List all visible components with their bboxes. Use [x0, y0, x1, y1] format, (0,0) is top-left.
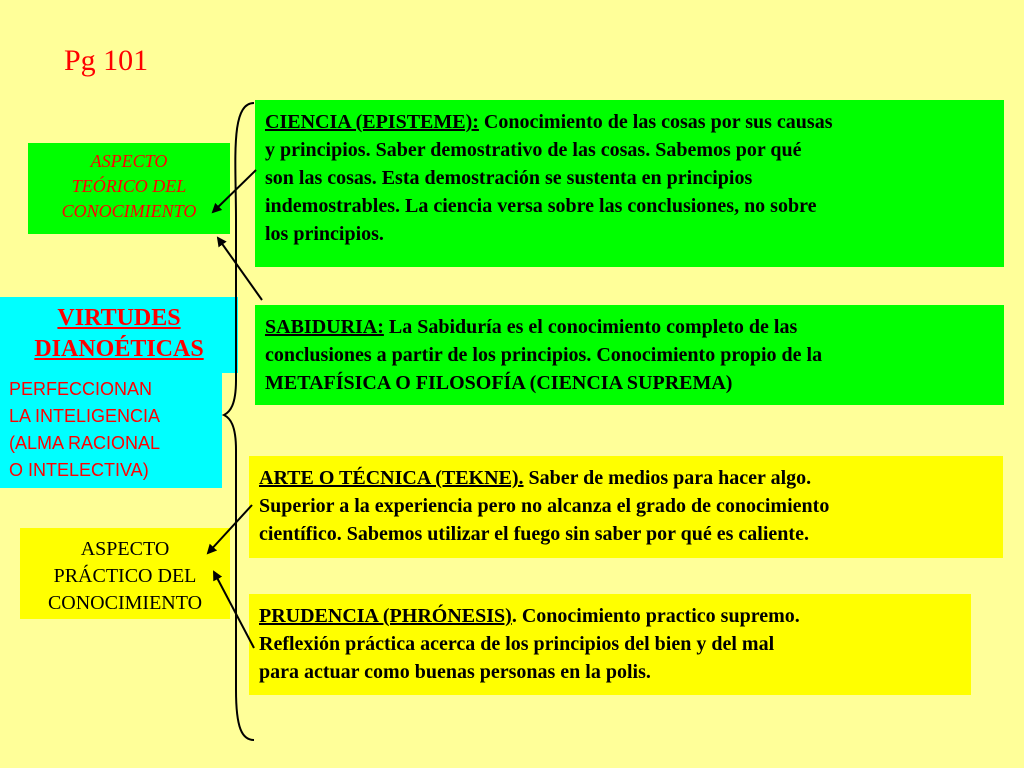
prudencia-text-1: . Conocimiento practico supremo.	[511, 605, 800, 627]
prudencia-line-2: Reflexión práctica acerca de los principios del bien y del mal	[259, 633, 775, 655]
virtues-title-line-2: DIANOÉTICAS	[34, 336, 204, 362]
sabiduria-text-1: La Sabiduría es el conocimiento completo de las	[383, 316, 798, 338]
sabiduria-line-2: conclusiones a partir de los principios. Conocimiento propio de la	[265, 344, 823, 366]
arte-text-1: Saber de medios para hacer algo.	[523, 467, 812, 489]
virtues-description-line-3: (ALMA RACIONAL	[9, 433, 161, 453]
prudencia-term: PRUDENCIA (PHRÓNESIS)	[259, 605, 512, 627]
ciencia-line-3: son las cosas. Esta demostración se sustenta en principios	[265, 167, 753, 189]
practical-aspect-line-3: CONOCIMIENTO	[47, 592, 203, 614]
practical-aspect-line-1: ASPECTO	[80, 538, 170, 560]
sabiduria-line-3: METAFÍSICA O FILOSOFÍA (CIENCIA SUPREMA)	[265, 372, 733, 394]
theoretical-aspect-line-1: ASPECTO	[90, 151, 168, 171]
ciencia-line-2: y principios. Saber demostrativo de las cosas. Sabemos por qué	[265, 139, 802, 161]
virtues-description-line-2: LA INTELIGENCIA	[9, 406, 161, 426]
arte-line-3: científico. Sabemos utilizar el fuego sin saber por qué es caliente.	[259, 523, 809, 545]
sabiduria-term: SABIDURIA:	[265, 316, 384, 338]
virtues-title-line-1: VIRTUDES	[57, 305, 181, 331]
prudencia-line-3: para actuar como buenas personas en la polis.	[259, 661, 651, 683]
ciencia-line-5: los principios.	[265, 223, 384, 245]
arte-term: ARTE O TÉCNICA (TEKNE).	[259, 467, 524, 489]
arrow-sabiduria-to-theory	[218, 238, 262, 300]
curly-brace-icon	[224, 103, 254, 740]
practical-aspect-line-2: PRÁCTICO DEL	[53, 565, 197, 587]
theoretical-aspect-line-2: TEÓRICO DEL	[71, 176, 187, 196]
ciencia-term: CIENCIA (EPISTEME):	[265, 111, 479, 133]
ciencia-text-1: Conocimiento de las cosas por sus causas	[478, 111, 833, 133]
virtues-description-line-1: PERFECCIONAN	[9, 379, 153, 399]
virtues-description-line-4: O INTELECTIVA)	[9, 460, 149, 480]
arrow-prudencia-to-practice	[214, 572, 254, 648]
theoretical-aspect-line-3: CONOCIMIENTO	[61, 201, 197, 221]
page-title: Pg 101	[64, 44, 149, 77]
ciencia-line-4: indemostrables. La ciencia versa sobre las conclusiones, no sobre	[265, 195, 817, 217]
arrow-arte-to-practice	[208, 505, 252, 553]
arte-line-2: Superior a la experiencia pero no alcanza el grado de conocimiento	[259, 495, 830, 517]
